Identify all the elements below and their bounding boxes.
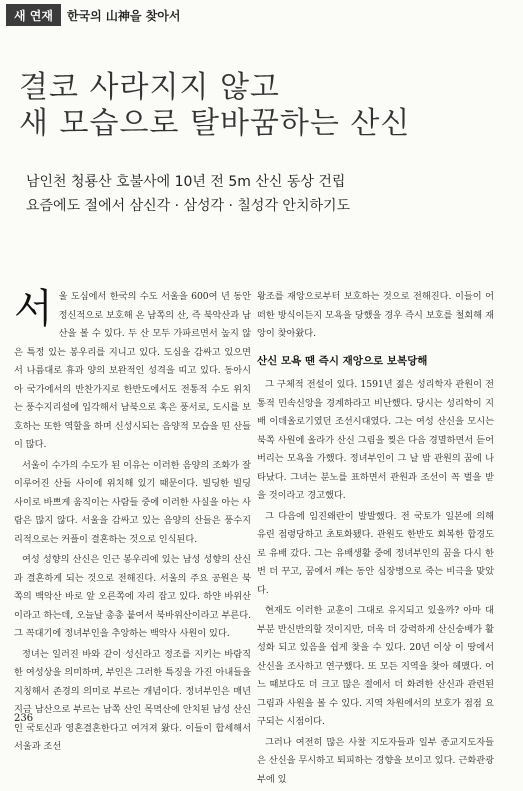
- body-paragraph: 왕조를 재앙으로부터 보호하는 것으로 전해진다. 이들이 어떠한 방식이든지 모욕을 당했을 경우 즉시 보호를 철회해 재앙이 찾아왔다.: [257, 291, 494, 339]
- body-paragraph: 그 구체적 전설이 있다. 1591년 젊은 성리학자 관원이 전통적 민속신앙을 경계하라고 비난했다. 당시는 성리학이 지배 이데올로기였던 조선시대였다. 그는 여성 산신을 모시는 북쪽 사원에 올라가 산신 그림을 찢은 다음 경멸하면서 듣어버리는 모욕을 가했다. 정녀부인이 그 날 밤 관원의 꿈에 나타났다. 그녀는 분노를 표하면서 관원과 조선이 꼭 벌을 받을 것이라고 경고했다.: [257, 379, 494, 501]
- series-title: 한국의 山神을 찾아서: [66, 8, 181, 23]
- body-paragraph: 그러나 여전히 많은 사찰 지도자들과 일부 종교지도자들은 산신을 무시하고 퇴피하는 경향을 보이고 있다. 근화관광부에 있: [257, 736, 494, 785]
- body-paragraph: 그 다음에 임진왜란이 발발했다. 전 국토가 일본에 의해 유린 점령당하고 초토화됐다. 관원도 한반도 회복한 합경도로 유배 갔다. 그는 유배생활 중에 정녀부인의 꿈을 다시 한번 더 꾸고, 꿈에서 깨는 동안 심장병으로 죽는 비극을 맞았다.: [257, 510, 494, 596]
- body-paragraph: 서울 도심에서 한국의 수도 서울을 600여 년 동안 정신적으로 보호해 온 남쪽의 산, 즉 북악산과 남산을 볼 수 있다. 두 산 모두 가파르면서 높지 않은 특정 있는 봉우리를 지니고 있다. 도심을 감싸고 있으면서 나름대로 휴과 양의 보완적인 성격을 띠고 있다. 동아시아 국가에서의 반찬가지로 한반도에서도 전통적 수도 위치는 풍수지리설에 입각해서 남북으로 혹은 풍서로, 도시를 보호하는 또한 역할을 하며 신성시되는 음양적 모습을 띤 산들이 많다.: [14, 286, 251, 450]
- title-line-1: 결코 사라지지 않고: [19, 70, 280, 105]
- body-paragraph: 서울이 수가의 수도가 된 이유는 이러한 음양의 조화가 잘 이루어진 산들 사이에 위치해 있기 때문이다. 빌딩한 빌딩 사이로 바쁘게 움직이는 사람들 중에 이러한 사실을 아는 사람은 많지 않다. 서울을 감싸고 있는 음양의 산들은 풍수지리적으로는 커플이 결혼하는 것으로 인식된다.: [14, 459, 251, 545]
- drop-cap: 서: [14, 286, 53, 332]
- subtitle-line-1: 남인천 청룡산 호불사에 10년 전 5m 산신 동상 건립: [26, 174, 346, 190]
- title-line-2: 새 모습으로 탈바꿈하는 산신: [19, 106, 411, 141]
- body-paragraph: 현재도 이러한 교훈이 그대로 유지되고 있을까? 아마 대부분 반신반의할 것이지만, 더욱 더 강력하게 산신숭배가 활성화 되고 있음을 쉽게 찾을 수 있다. 20년 이상 이 땅에서 산신을 조사하고 연구했다. 또 모든 지역을 찾아 헤맸다. 어느 때보다도 더 크고 많은 절에서 더 화려한 산신과 관련된 그림과 사원을 볼 수 있다. 지역 차원에서의 보호가 점점 요구되는 시점이다.: [257, 605, 494, 727]
- body-paragraph: 여성 성향의 산신은 인근 봉우리에 있는 남성 성향의 산신과 결혼하게 되는 것으로 전해진다. 서울의 주요 공원은 북쪽의 백악산 바로 앞 오른쪽에 자리 잡고 있다. 하얀 바위산이라고 하는데, 오늘날 총총 붙여서 북바위산이라고 부른다. 그 꼭대기에 정녀부인을 추앙하는 백악사 사원이 있다.: [14, 554, 251, 639]
- left-column: [14, 288, 251, 759]
- series-tag: 새 연재: [6, 4, 61, 26]
- right-column: [257, 288, 494, 791]
- series-header: [6, 4, 186, 26]
- article-title: [19, 70, 509, 142]
- page-number: 236: [14, 713, 34, 724]
- subtitle-line-2: 요즘에도 절에서 삼신각 · 삼성각 · 칠성각 안치하기도: [26, 198, 351, 214]
- article-subtitle: [26, 170, 506, 218]
- body-paragraph: 정녀는 일러진 바와 같이 성신라고 정조를 지키는 바람직한 여성상을 의미하며, 부인은 그러한 특징을 가진 아내들을 지칭해서 존경의 의미로 부르는 개념이다. 정녀부인은 매년 지금 남산으로 부르는 남쪽 산인 목멱산에 안치된 남성 산신인 국토신과 영혼결혼한다고 여겨져 왔다. 이들이 합세해서 서울과 조선: [14, 648, 251, 752]
- section-subhead: 산신 모욕 땐 즉시 재앙으로 보복당해: [257, 354, 428, 367]
